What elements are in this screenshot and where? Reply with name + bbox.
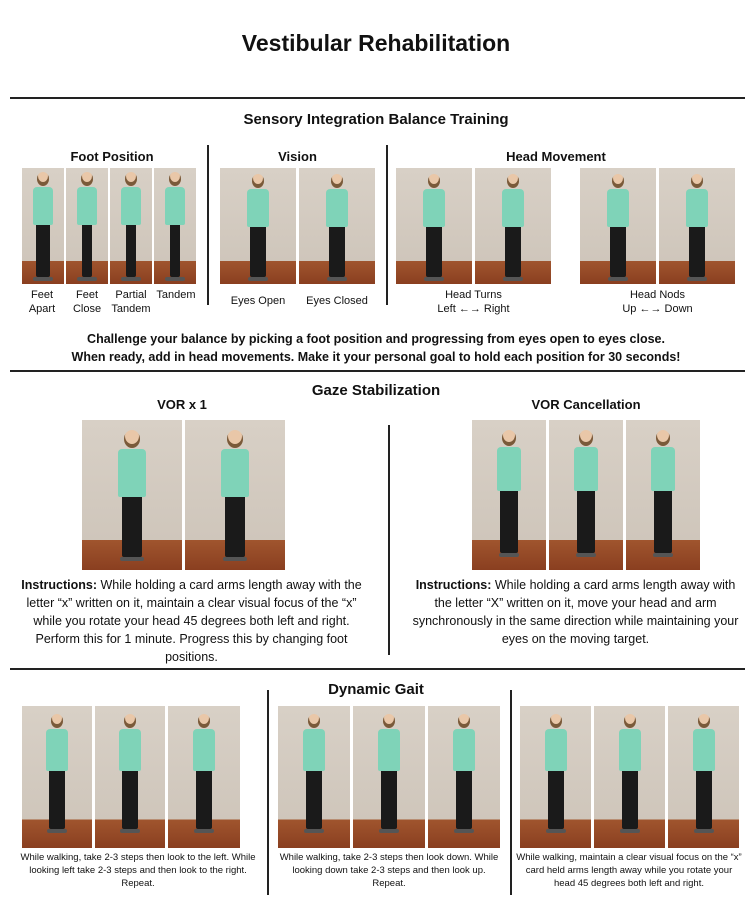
photo-vor-cancel-right — [626, 420, 700, 570]
photo-gait-down-2 — [353, 706, 425, 848]
vor1-label: VOR x 1 — [157, 397, 207, 412]
photo-tandem — [154, 168, 196, 284]
vorc-instructions-label: Instructions: — [415, 578, 492, 592]
divider-vertical-2 — [386, 145, 388, 305]
vorc-instructions-text: While holding a card arms length away with the letter “X” written on it, move your head and arm synchronously in the same direction while maintaining your eyes on the moving target. — [412, 578, 739, 646]
photo-gait-card-1 — [520, 706, 591, 848]
photo-feet-apart — [22, 168, 64, 284]
photo-gait-card-3 — [668, 706, 739, 848]
photo-partial-tandem — [110, 168, 152, 284]
caption-eyes-closed: Eyes Closed — [306, 295, 368, 307]
divider-top — [10, 97, 745, 99]
balance-instructions-line1: Challenge your balance by picking a foot position and progressing from eyes open to eyes close. — [87, 332, 665, 346]
divider-vertical-3 — [388, 425, 390, 655]
head-movement-label: Head Movement — [506, 149, 606, 164]
caption-head-nods-direction: Up ←→ Down — [622, 303, 693, 315]
photo-gait-left-1 — [22, 706, 92, 848]
balance-instructions-line2: When ready, add in head movements. Make it your personal goal to hold each position for 30 seconds! — [71, 350, 681, 364]
vor-cancellation-label: VOR Cancellation — [531, 397, 641, 412]
vor-cancellation-instructions — [408, 576, 743, 648]
gait-look-left-instructions: While walking, take 2-3 steps then look to the left. While looking left take 2-3 steps and then look to the right. Repeat. — [20, 852, 256, 889]
photo-gait-left-3 — [168, 706, 240, 848]
photo-head-nod-down — [659, 168, 735, 284]
photo-vor-cancel-left — [472, 420, 546, 570]
photo-eyes-closed — [299, 168, 375, 284]
photo-gait-down-3 — [428, 706, 500, 848]
divider-vertical-5 — [510, 690, 512, 895]
vor1-instructions — [14, 576, 369, 666]
photo-gait-down-1 — [278, 706, 350, 848]
vor1-instructions-text: While holding a card arms length away with the letter “x” written on it, maintain a clear visual focus of the “x” while you rotate your head 45 degrees both left and right. Perform this for 1 minute. Progress this by changing foot positions. — [26, 578, 362, 664]
caption-head-turns: Head Turns — [445, 289, 502, 301]
vision-label: Vision — [278, 149, 317, 164]
photo-feet-close — [66, 168, 108, 284]
caption-partial-tandem: Partial Tandem — [111, 289, 151, 315]
divider-bottom — [10, 668, 745, 670]
foot-position-label: Foot Position — [70, 149, 154, 164]
divider-vertical-4 — [267, 690, 269, 895]
photo-gait-card-2 — [594, 706, 665, 848]
photo-gait-left-2 — [95, 706, 165, 848]
section-heading-sensory: Sensory Integration Balance Training — [243, 111, 509, 128]
photo-vor1-b — [185, 420, 285, 570]
caption-head-turns-direction: Left ←→ Right — [437, 303, 510, 315]
photo-head-turn-right — [475, 168, 551, 284]
section-heading-gaze: Gaze Stabilization — [311, 382, 441, 399]
divider-vertical-1 — [207, 145, 209, 305]
divider-middle — [10, 370, 745, 372]
photo-head-nod-up — [580, 168, 656, 284]
section-heading-dynamic-gait: Dynamic Gait — [328, 681, 424, 698]
photo-eyes-open — [220, 168, 296, 284]
gait-card-focus-instructions: While walking, maintain a clear visual focus on the “x” card held arms length away while you rotate your head 45 degrees both left and right. — [516, 852, 742, 889]
photo-head-turn-left — [396, 168, 472, 284]
vor1-instructions-label: Instructions: — [21, 578, 97, 592]
gait-look-down-instructions: While walking, take 2-3 steps then look down. While looking down take 2-3 steps and then look up. Repeat. — [279, 852, 499, 889]
page-title: Vestibular Rehabilitation — [241, 30, 511, 56]
photo-vor1-a — [82, 420, 182, 570]
caption-feet-close: Feet Close — [72, 289, 102, 315]
photo-vor-cancel-center — [549, 420, 623, 570]
caption-feet-apart: Feet Apart — [28, 289, 56, 315]
caption-eyes-open: Eyes Open — [230, 295, 286, 307]
caption-tandem: Tandem — [156, 289, 196, 301]
caption-head-nods: Head Nods — [629, 289, 686, 301]
